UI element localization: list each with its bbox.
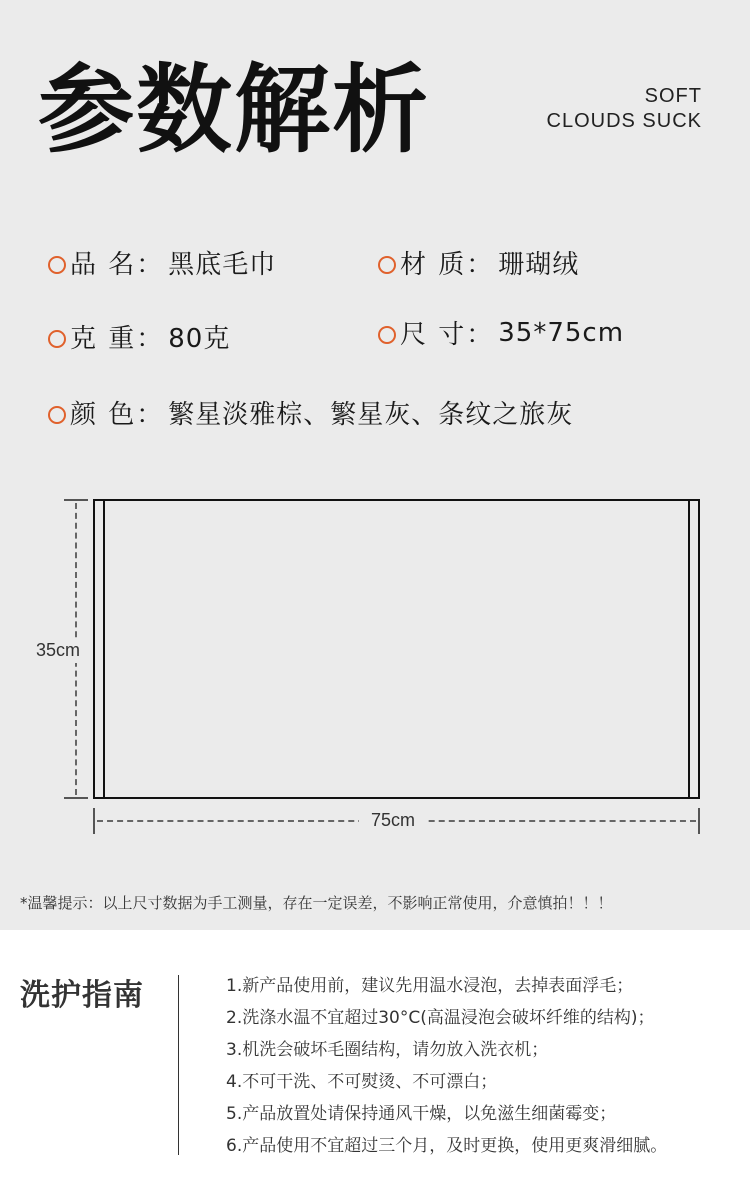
towel-outline (93, 499, 700, 799)
circle-bullet-icon (378, 256, 396, 274)
spec-item-weight (48, 318, 230, 355)
circle-bullet-icon (48, 330, 66, 348)
spec-item-size (378, 314, 624, 351)
spec-item-material (378, 244, 579, 281)
list-item: 4.不可干洗、不可熨烫、不可漂白； (226, 1072, 498, 1092)
list-item: 3.机洗会破坏毛圈结构，请勿放入洗衣机； (226, 1040, 549, 1060)
circle-bullet-icon (48, 406, 66, 424)
care-guide-title: 洗护指南 (20, 978, 144, 1013)
care-instructions-list (226, 970, 667, 1162)
spec-label: 材 质： (400, 250, 495, 280)
list-item: 2.洗涤水温不宜超过30°C(高温浸泡会破坏纤维的结构)； (226, 1008, 655, 1028)
spec-value: 35*75cm (498, 317, 625, 348)
brand-line-1: SOFT (644, 85, 702, 107)
height-label: 35cm (36, 638, 80, 663)
vertical-divider (178, 975, 179, 1155)
measurement-note: *温馨提示：以上尺寸数据为手工测量，存在一定误差，不影响正常使用，介意慎拍！！！ (20, 894, 613, 912)
spec-value: 繁星淡雅棕、繁星灰、条纹之旅灰 (168, 400, 574, 430)
spec-label: 品 名： (70, 250, 165, 280)
towel-edge-left (103, 499, 105, 799)
spec-value: 80克 (168, 324, 231, 354)
list-item: 5.产品放置处请保持通风干燥，以免滋生细菌霉变； (226, 1104, 617, 1124)
spec-label: 尺 寸： (400, 320, 495, 350)
spec-value: 珊瑚绒 (498, 250, 580, 280)
brand-line-2: CLOUDS SUCK (546, 110, 702, 132)
spec-label: 克 重： (70, 324, 165, 354)
width-label: 75cm (359, 810, 427, 831)
circle-bullet-icon (48, 256, 66, 274)
spec-item-name (48, 244, 276, 281)
towel-edge-right (688, 499, 690, 799)
list-item: 6.产品使用不宜超过三个月，及时更换，使用更爽滑细腻。 (226, 1136, 668, 1156)
circle-bullet-icon (378, 326, 396, 344)
spec-value: 黑底毛巾 (168, 250, 277, 280)
list-item: 1.新产品使用前，建议先用温水浸泡，去掉表面浮毛； (226, 976, 634, 996)
towel-size-diagram (0, 490, 750, 840)
spec-item-color (48, 394, 573, 431)
page-title: 参数解析 (38, 54, 430, 166)
spec-label: 颜 色： (70, 400, 165, 430)
width-dimension-line (93, 808, 700, 834)
brand-tagline (547, 84, 702, 134)
